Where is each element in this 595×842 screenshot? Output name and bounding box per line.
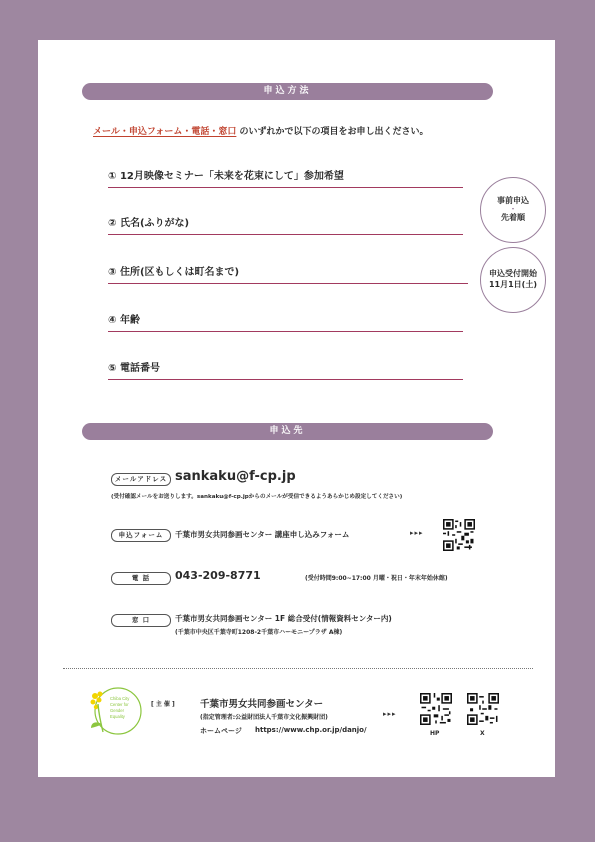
email-label: メールアドレス bbox=[111, 473, 171, 486]
flyer-page bbox=[38, 40, 555, 777]
form-arrows: ▸▸▸ bbox=[410, 529, 424, 537]
form-link[interactable]: 千葉市男女共同参画センター 講座申し込みフォーム bbox=[175, 530, 350, 539]
method-intro bbox=[93, 124, 429, 137]
organizer-name: 千葉市男女共同参画センター bbox=[200, 699, 324, 710]
homepage-label: ホームページ bbox=[200, 727, 242, 735]
phone-label: 電 話 bbox=[111, 572, 171, 585]
manager-text: (指定管理者:公益財団法人千葉市文化振興財団) bbox=[200, 714, 328, 721]
window-location: 千葉市男女共同参画センター 1F 総合受付(情報資料センター内) bbox=[175, 614, 392, 623]
hp-qr-label: HP bbox=[430, 730, 440, 737]
email-address[interactable]: sankaku@f-cp.jp bbox=[175, 469, 296, 484]
method-item-name: ② 氏名(ふりがな) bbox=[108, 214, 463, 235]
footer-arrows: ▸▸▸ bbox=[383, 710, 397, 718]
advance-booking-badge bbox=[480, 177, 546, 243]
phone-hours: (受付時間9:00~17:00 月曜・祝日・年末年始休館) bbox=[305, 575, 448, 582]
badge-start-line1: 申込受付開始 bbox=[489, 269, 537, 279]
logo-line-4: Equality bbox=[110, 714, 125, 719]
method-item-phone: ⑤ 電話番号 bbox=[108, 359, 463, 380]
form-qr-code[interactable] bbox=[443, 519, 475, 551]
form-label: 申込フォーム bbox=[111, 529, 171, 542]
reception-start-badge bbox=[480, 247, 546, 313]
x-qr-label: X bbox=[480, 730, 485, 737]
method-heading: 申込方法 bbox=[82, 83, 493, 100]
method-item-address: ③ 住所(区もしくは町名まで) bbox=[108, 263, 468, 284]
x-qr-code[interactable] bbox=[467, 693, 499, 725]
destination-heading: 申込先 bbox=[82, 423, 493, 440]
footer-divider bbox=[63, 668, 533, 669]
method-item-event: ① 12月映像セミナー「未来を花束にして」参加希望 bbox=[108, 167, 463, 188]
organizer-label: [ 主 催 ] bbox=[151, 701, 175, 708]
method-intro-highlight: メール・申込フォーム・電話・窓口 bbox=[93, 127, 237, 137]
logo-line-3: Gender bbox=[110, 708, 124, 713]
window-label: 窓 口 bbox=[111, 614, 171, 627]
homepage-url[interactable]: https://www.chp.or.jp/danjo/ bbox=[255, 726, 367, 734]
method-intro-rest: のいずれかで以下の項目をお申し出ください。 bbox=[239, 127, 429, 137]
logo-line-1: Chiba City bbox=[110, 696, 130, 701]
method-item-age: ④ 年齢 bbox=[108, 311, 463, 332]
center-logo bbox=[85, 686, 143, 736]
badge-advance-line1: 事前申込 bbox=[497, 196, 529, 206]
logo-line-2: Center for bbox=[110, 702, 129, 707]
badge-start-line2: 11月1日(土) bbox=[488, 280, 537, 289]
phone-number[interactable]: 043-209-8771 bbox=[175, 569, 261, 582]
badge-advance-line2: 先着順 bbox=[501, 212, 525, 222]
email-note: (受付確認メールをお送りします。sankaku@f-cp.jpからのメールが受信できるようあらかじめ設定してください) bbox=[111, 494, 403, 500]
window-address: (千葉市中央区千葉寺町1208-2千葉市ハーモニープラザ A棟) bbox=[175, 629, 343, 636]
hp-qr-code[interactable] bbox=[420, 693, 452, 725]
badge-advance-dot: ・ bbox=[509, 205, 517, 214]
